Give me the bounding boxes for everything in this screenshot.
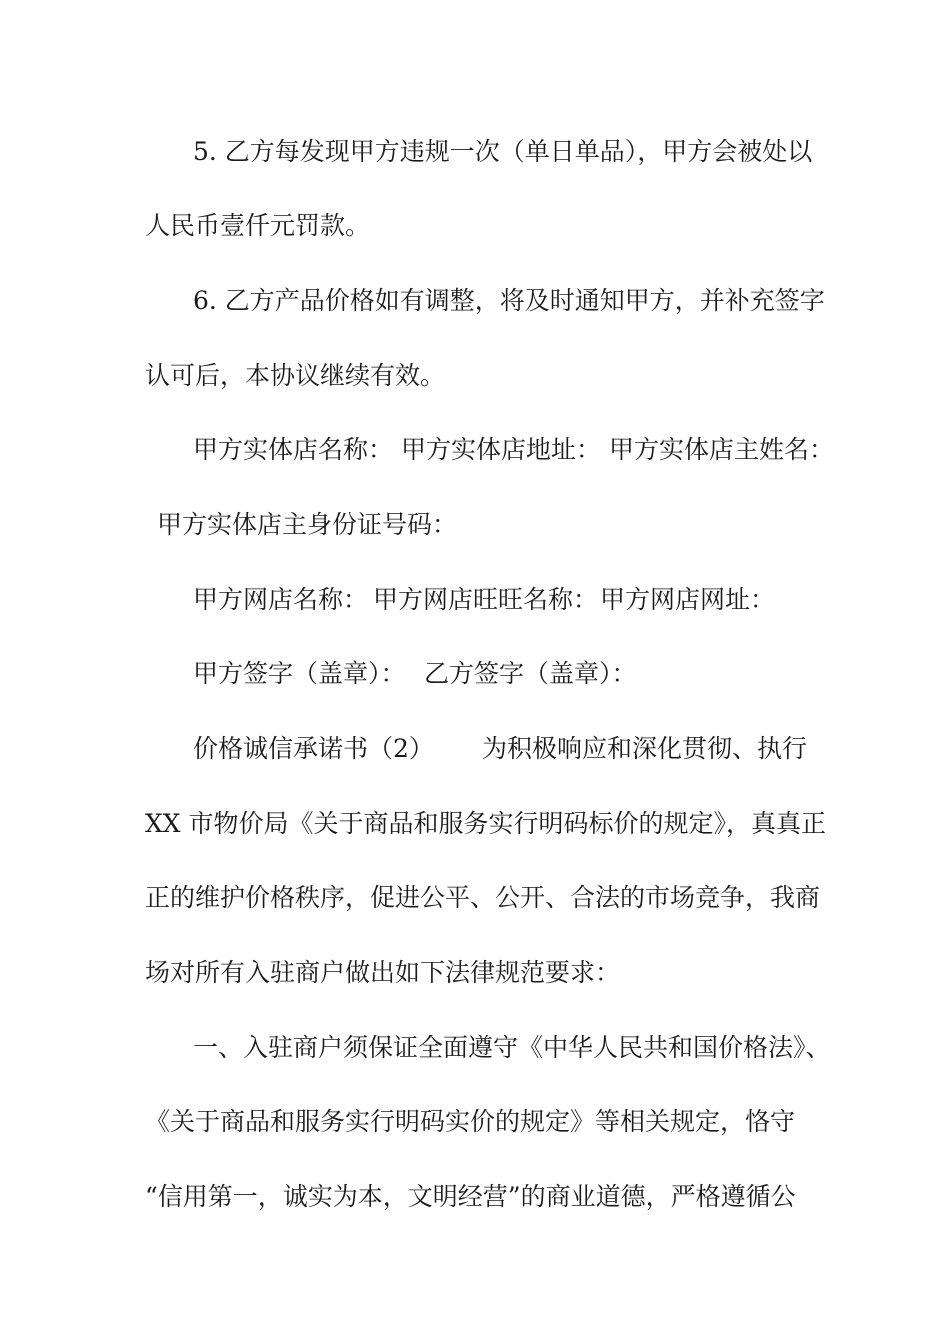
paragraph-6-line-2 [0, 356, 950, 396]
store-address-label: 甲方实体店地址： [401, 435, 602, 464]
paragraph-5-line-2 [0, 206, 950, 246]
party-a-signature-label: 甲方签字（盖章）： [193, 659, 406, 688]
owner-id-line [0, 505, 950, 545]
text-line: 6. 乙方产品价格如有调整，将及时通知甲方，并补充签字 [193, 286, 825, 315]
text-line: 认可后，本协议继续有效。 [145, 361, 446, 390]
store-info-line [0, 430, 950, 470]
text-line: 一、入驻商户须保证全面遵守《中华人民共和国价格法》、 [193, 1033, 831, 1062]
pledge-line-4 [0, 953, 950, 993]
pledge-line-3 [0, 878, 950, 918]
text-line: 人民币壹仟元罚款。 [145, 211, 371, 240]
online-store-name-label: 甲方网店名称： [193, 585, 369, 614]
online-store-url-label: 甲方网店网址： [600, 585, 776, 614]
signature-line [0, 654, 950, 694]
text-line: “信用第一，诚实为本，文明经营”的商业道德，严格遵循公 [145, 1182, 796, 1211]
paragraph-5-line-1 [0, 132, 950, 172]
text-line: 为积极响应和深化贯彻、执行 [482, 734, 808, 763]
paragraph-6-line-1 [0, 281, 950, 321]
owner-id-label: 甲方实体店主身份证号码： [157, 510, 458, 539]
text-line: XX 市物价局《关于商品和服务实行明码标价的规定》，真真正 [145, 809, 827, 838]
text-line: 《关于商品和服务实行明码实价的规定》等相关规定，恪守 [145, 1107, 796, 1136]
clause-1-line-1 [0, 1028, 950, 1068]
clause-1-line-2 [0, 1102, 950, 1142]
online-store-line [0, 580, 950, 620]
clause-1-line-3 [0, 1177, 950, 1217]
party-b-signature-label: 乙方签字（盖章）： [424, 659, 637, 688]
pledge-line-2 [0, 804, 950, 844]
store-owner-name-label: 甲方实体店主姓名： [609, 435, 835, 464]
wangwang-name-label: 甲方网店旺旺名称： [373, 585, 599, 614]
pledge-title: 价格诚信承诺书（2） [193, 734, 434, 763]
store-name-label: 甲方实体店名称： [193, 435, 394, 464]
pledge-title-line [0, 729, 950, 769]
text-line: 5. 乙方每发现甲方违规一次（单日单品），甲方会被处以 [193, 137, 813, 166]
text-line: 正的维护价格秩序，促进公平、公开、合法的市场竞争，我商 [145, 883, 821, 912]
text-line: 场对所有入驻商户做出如下法律规范要求： [145, 958, 621, 987]
